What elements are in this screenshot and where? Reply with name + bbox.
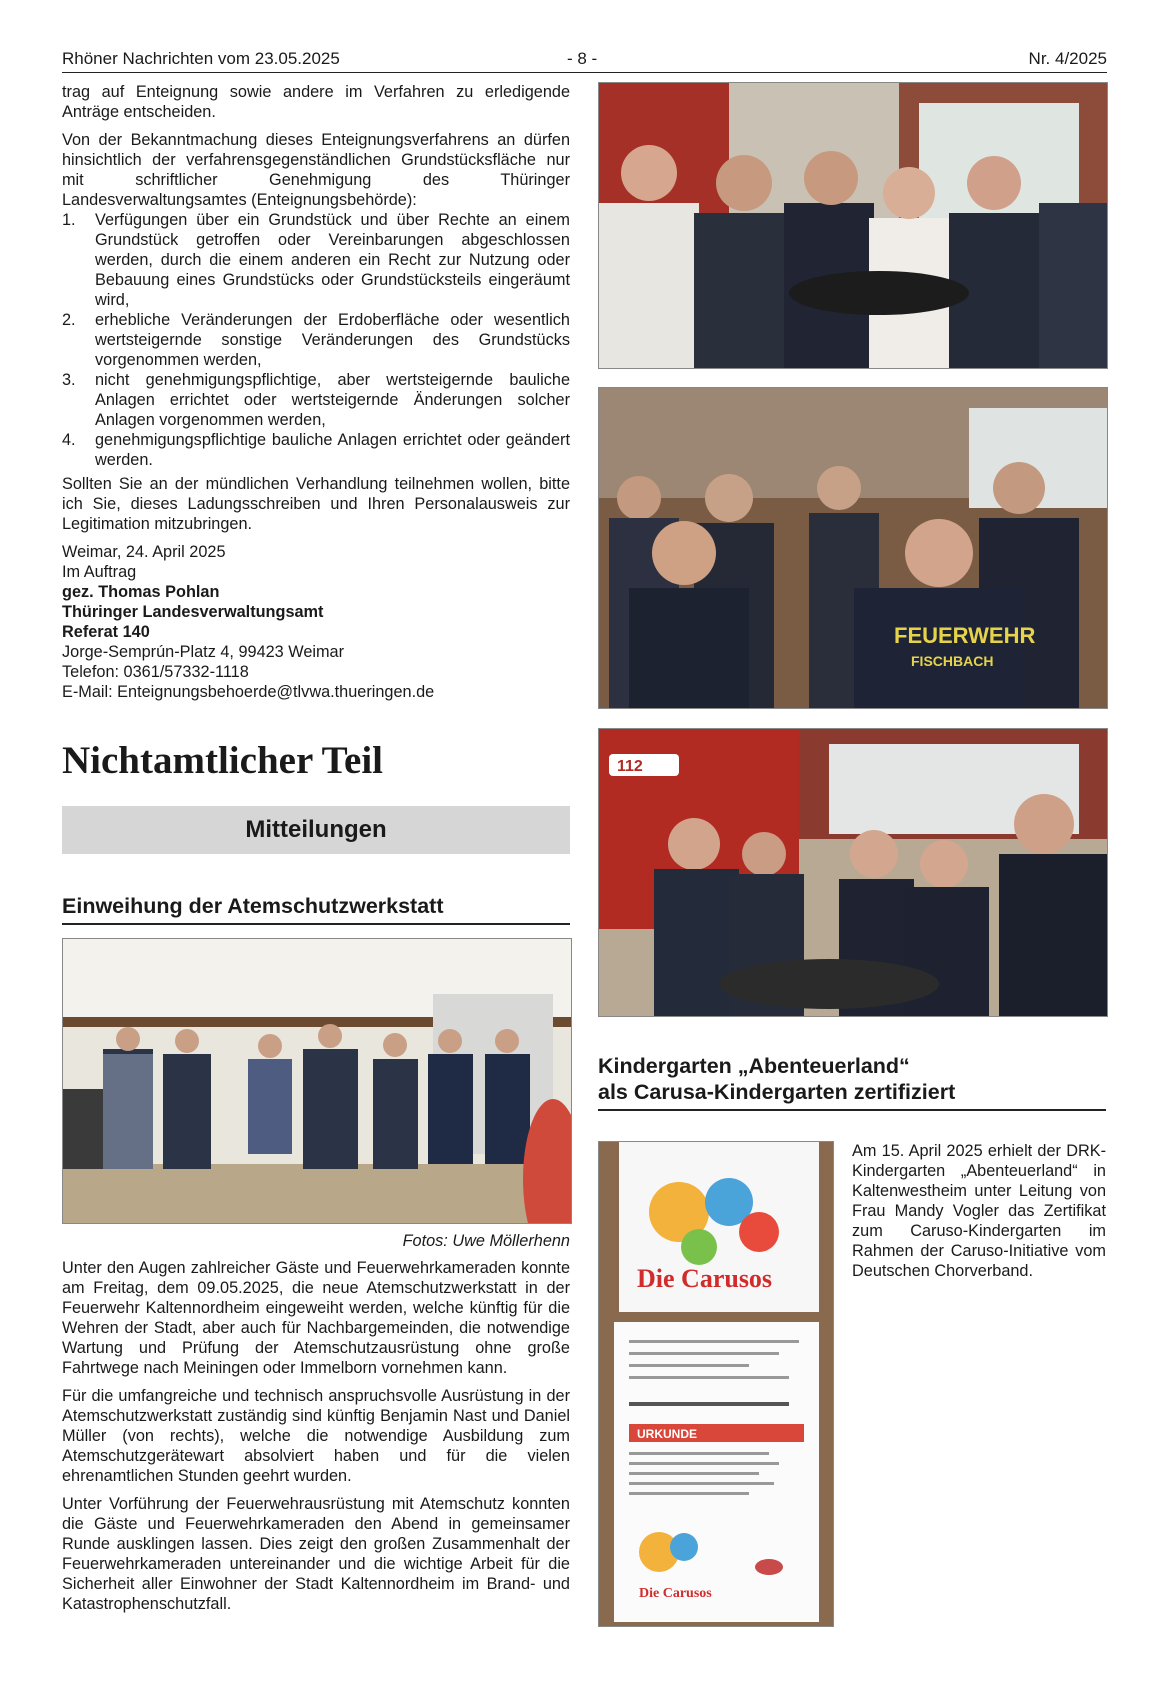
article-body	[62, 1258, 570, 1622]
list-text: nicht genehmigungspflichtige, aber wertsteigernde bauliche Anlagen errichtet oder wertsteigernde Änderungen solcher Anlagen vorgenommen werden,	[95, 371, 570, 429]
subsection-banner: Mitteilungen	[62, 806, 570, 854]
list-number: 2.	[62, 311, 76, 329]
paragraph: Von der Bekanntmachung dieses Enteignungsverfahrens an dürfen hinsichtlich der verfahrensgegenständlichen Grundstücksfläche nur mit schriftlicher Genehmigung des Thüringer Landesverwaltungsamtes (Enteignungsbehörde):	[62, 131, 570, 209]
numbered-list	[62, 210, 570, 470]
signature-department: Referat 140	[62, 623, 150, 641]
paragraph: Für die umfangreiche und technisch anspruchsvolle Ausrüstung in der Atemschutzwerkstatt zuständig sind künftig Benjamin Nast und Daniel Müller (von rechts), welche die notwendige Ausbildung zum Atemschutzgerätewart absolviert haben und für die vielen ehrenamtlichen Stunden geehrt wurden.	[62, 1387, 570, 1485]
team-photo	[598, 728, 1108, 1017]
carusos-small-logo: Die Carusos	[639, 1586, 712, 1601]
header-publication: Rhöner Nachrichten vom 23.05.2025	[62, 49, 340, 68]
article-body: Am 15. April 2025 erhielt der DRK-Kindergarten „Abenteuerland“ in Kaltenwestheim unter Leitung von Frau Mandy Vogler das Zertifikat zum Caruso-Kindergarten im Rahmen der Caruso-Initiative vom Deutschen Chorverband.	[852, 1142, 1106, 1280]
firefighters-photo	[598, 387, 1108, 709]
paragraph: Unter Vorführung der Feuerwehrausrüstung mit Atemschutz konnten die Gäste und Feuerwehrkameraden den Abend in gemeinsamer Runde ausklingen lassen. Dies zeigt den großen Zusammenhalt der Feuerwehrkameraden untereinander und die wichtige Arbeit für die Sicherheit aller Einwohner der Stadt Kaltennordheim im Brand- und Katastrophenschutzfall.	[62, 1495, 570, 1613]
carusos-logo-text: Die Carusos	[637, 1264, 773, 1293]
signature-block	[62, 542, 570, 702]
list-number: 1.	[62, 211, 76, 229]
header-issue-number: Nr. 4/2025	[1028, 49, 1107, 68]
certificate-heading: URKUNDE	[637, 1427, 697, 1441]
signature-phone: Telefon: 0361/57332-1118	[62, 663, 249, 681]
photo-credit: Fotos: Uwe Möllerhenn	[402, 1232, 570, 1250]
signature-authority: Thüringer Landesverwaltungsamt	[62, 603, 324, 621]
list-number: 3.	[62, 371, 76, 389]
list-number: 4.	[62, 431, 76, 449]
list-text: genehmigungspflichtige bauliche Anlagen errichtet oder geändert werden.	[95, 431, 570, 469]
article-title	[598, 1053, 1106, 1111]
ceremony-photo	[62, 938, 572, 1224]
article-title: Einweihung der Atemschutzwerkstatt	[62, 893, 570, 925]
signature-im-auftrag: Im Auftrag	[62, 563, 137, 581]
section-title: Nichtamtlicher Teil	[62, 739, 384, 782]
legal-notice-text	[62, 82, 570, 702]
header-page-number: - 8 -	[567, 49, 598, 68]
certificate-photo	[598, 1141, 834, 1627]
list-item	[62, 210, 570, 310]
signature-email: E-Mail: Enteignungsbehoerde@tlvwa.thueringen.de	[62, 683, 435, 701]
jacket-lettering: FEUERWEHR	[894, 623, 1036, 648]
list-item	[62, 370, 570, 430]
paragraph: Sollten Sie an der mündlichen Verhandlung teilnehmen wollen, bitte ich Sie, dieses Ladungsschreiben und Ihren Personalausweis zur Legitimation mitzubringen.	[62, 475, 570, 533]
page-header	[62, 48, 1107, 73]
list-text: erhebliche Veränderungen der Erdoberfläche oder wesentlich wertsteigernde sonstige Veränderungen des Grundstücks vorgenommen werden,	[95, 311, 570, 369]
paragraph: Unter den Augen zahlreicher Gäste und Feuerwehrkameraden konnte am Freitag, dem 09.05.2025, die neue Atemschutzwerkstatt in der Feuerwehr Kaltennordheim eingeweiht werden, welche künftig für die Wehren der Stadt, aber auch für Nachbargemeinden, die notwendige Wartung und Prüfung der Atemschutzausrüstung ohne große Fahrtwege nach Meiningen oder Immelborn vornehmen kann.	[62, 1259, 570, 1377]
signature-name: gez. Thomas Pohlan	[62, 583, 220, 601]
article-title-line: Kindergarten „Abenteuerland“	[598, 1054, 910, 1078]
article-title-line: als Carusa-Kindergarten zertifiziert	[598, 1080, 956, 1104]
jacket-lettering-sub: FISCHBACH	[911, 653, 994, 669]
list-item	[62, 430, 570, 470]
signature-place-date: Weimar, 24. April 2025	[62, 543, 226, 561]
paragraph: trag auf Enteignung sowie andere im Verfahren zu erledigende Anträge entscheiden.	[62, 83, 570, 121]
list-text: Verfügungen über ein Grundstück und über Rechte an einem Grundstück getroffen oder Vereinbarungen abgeschlossen werden, durch die einem anderen ein Recht zur Nutzung oder Bebauung eines Grundstücks oder Grundstücksteils eingeräumt wird,	[95, 211, 570, 309]
truck-number: 112	[617, 758, 643, 775]
guests-photo	[598, 82, 1108, 369]
signature-address: Jorge-Semprún-Platz 4, 99423 Weimar	[62, 643, 345, 661]
list-item	[62, 310, 570, 370]
